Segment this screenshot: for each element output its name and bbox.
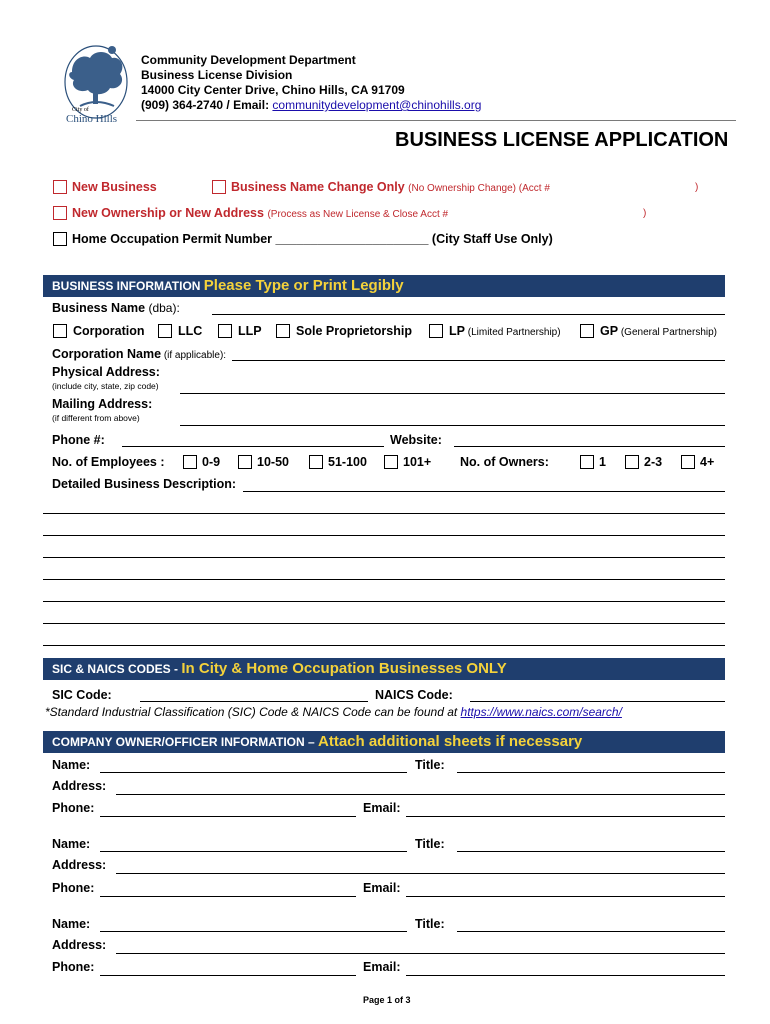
owner2-title-field[interactable] (457, 851, 725, 852)
employees-label: No. of Employees : (52, 455, 165, 469)
employees-0-9-checkbox[interactable] (183, 455, 197, 469)
owners-1-checkbox[interactable] (580, 455, 594, 469)
owners-1-label: 1 (599, 455, 606, 469)
codes-heading (52, 660, 507, 677)
website-label: Website: (390, 433, 442, 447)
owners-label: No. of Owners: (460, 455, 549, 469)
page-number: Page 1 of 3 (363, 995, 411, 1005)
new-business-label: New Business (72, 180, 157, 194)
logo-small-text: City of (72, 107, 89, 113)
business-name-label (52, 301, 180, 315)
owner3-name-field[interactable] (100, 931, 407, 932)
business-info-bar (43, 275, 725, 297)
gp-checkbox[interactable] (580, 324, 594, 338)
employees-101-plus-checkbox[interactable] (384, 455, 398, 469)
employees-10-50-label: 10-50 (257, 455, 289, 469)
new-ownership-note: (Process as New License & Close Acct # (267, 209, 449, 220)
gp-label (600, 324, 717, 338)
employees-101-plus-label: 101+ (403, 455, 432, 469)
owner2-phone-label: Phone: (52, 881, 95, 895)
city-logo (62, 40, 130, 130)
owner-info-bar (43, 731, 725, 753)
owner3-email-label: Email: (363, 960, 401, 974)
description-line-2[interactable] (43, 535, 725, 536)
llp-checkbox[interactable] (218, 324, 232, 338)
codes-label: SIC & NAICS CODES - (52, 662, 182, 676)
name-change-checkbox[interactable] (212, 180, 226, 194)
physical-address-label: Physical Address: (52, 365, 160, 379)
business-info-label: BUSINESS INFORMATION (52, 279, 204, 293)
owner2-email-field[interactable] (406, 896, 725, 897)
close-paren-1: ) (695, 182, 699, 193)
business-name-dba: (dba): (145, 301, 180, 315)
description-line-1[interactable] (43, 513, 725, 514)
sic-field[interactable] (140, 701, 368, 702)
physical-address-note: (include city, state, zip code) (52, 381, 159, 391)
description-line-3[interactable] (43, 557, 725, 558)
contact-line (141, 98, 481, 112)
corp-name-label (52, 347, 226, 361)
lp-text: LP (449, 324, 465, 338)
mailing-address-label: Mailing Address: (52, 397, 153, 411)
corp-name-note: (if applicable): (161, 350, 227, 361)
owner1-address-field[interactable] (116, 794, 725, 795)
owner3-address-field[interactable] (116, 953, 725, 954)
owner1-email-label: Email: (363, 801, 401, 815)
gp-note: (General Partnership) (618, 327, 717, 338)
description-line-6[interactable] (43, 623, 725, 624)
business-info-highlight: Please Type or Print Legibly (203, 277, 404, 294)
employees-51-100-checkbox[interactable] (309, 455, 323, 469)
llc-label: LLC (178, 324, 203, 338)
description-line-7[interactable] (43, 645, 725, 646)
owner2-name-label: Name: (52, 837, 91, 851)
name-change-note: (No Ownership Change) (Acct # (408, 183, 550, 194)
owner-info-heading (52, 733, 582, 750)
corp-name-field[interactable] (232, 360, 725, 361)
owner1-title-label: Title: (415, 758, 445, 772)
description-line-0[interactable] (243, 491, 725, 492)
owner2-name-field[interactable] (100, 851, 407, 852)
codes-note (45, 705, 622, 719)
owner3-phone-label: Phone: (52, 960, 95, 974)
owner3-phone-field[interactable] (100, 975, 356, 976)
business-info-heading (52, 277, 404, 294)
codes-bar (43, 658, 725, 680)
phone-field[interactable] (122, 446, 384, 447)
sole-proprietorship-label: Sole Proprietorship (296, 324, 412, 338)
employees-0-9-label: 0-9 (202, 455, 221, 469)
owner2-title-label: Title: (415, 837, 445, 851)
address: 14000 City Center Drive, Chino Hills, CA 91709 (141, 83, 405, 97)
sic-label: SIC Code: (52, 688, 112, 702)
owner1-name-label: Name: (52, 758, 91, 772)
gp-text: GP (600, 324, 619, 338)
name-change-text: Business Name Change Only (231, 180, 405, 194)
description-line-5[interactable] (43, 601, 725, 602)
corporation-label: Corporation (73, 324, 145, 338)
owner2-email-label: Email: (363, 881, 401, 895)
email-link[interactable]: communitydevelopment@chinohills.org (272, 98, 482, 112)
codes-note-text: *Standard Industrial Classification (SIC) Code & NAICS Code can be found at (45, 705, 461, 719)
owner1-phone-field[interactable] (100, 816, 356, 817)
owners-2-3-label: 2-3 (644, 455, 663, 469)
owner3-title-label: Title: (415, 917, 445, 931)
owner3-email-field[interactable] (406, 975, 725, 976)
owner3-name-label: Name: (52, 917, 91, 931)
employees-10-50-checkbox[interactable] (238, 455, 252, 469)
llp-label: LLP (238, 324, 262, 338)
owners-4-plus-label: 4+ (700, 455, 715, 469)
mailing-address-field[interactable] (180, 425, 725, 426)
sole-proprietorship-checkbox[interactable] (276, 324, 290, 338)
new-business-checkbox[interactable] (53, 180, 67, 194)
business-name-text: Business Name (52, 301, 146, 315)
logo-name: Chino Hills (66, 113, 118, 125)
owner2-address-field[interactable] (116, 873, 725, 874)
new-ownership-checkbox[interactable] (53, 206, 67, 220)
owner3-address-label: Address: (52, 938, 107, 952)
description-label: Detailed Business Description: (52, 477, 237, 491)
owners-2-3-checkbox[interactable] (625, 455, 639, 469)
owner-info-highlight: Attach additional sheets if necessary (318, 733, 583, 750)
owner1-name-field[interactable] (100, 772, 407, 773)
owners-4-plus-checkbox[interactable] (681, 455, 695, 469)
naics-field[interactable] (470, 701, 725, 702)
owner1-email-field[interactable] (406, 816, 725, 817)
new-ownership-label (72, 206, 448, 220)
codes-highlight: In City & Home Occupation Businesses ONLY (181, 660, 507, 677)
header-rule (136, 120, 736, 121)
home-occupation-checkbox[interactable] (53, 232, 67, 246)
page-title: BUSINESS LICENSE APPLICATION (395, 129, 729, 151)
home-occupation-label: Home Occupation Permit Number ______________________ (City Staff Use Only) (72, 232, 553, 246)
owner3-title-field[interactable] (457, 931, 725, 932)
naics-label: NAICS Code: (375, 688, 453, 702)
lp-checkbox[interactable] (429, 324, 443, 338)
new-ownership-text: New Ownership or New Address (72, 206, 264, 220)
owner1-phone-label: Phone: (52, 801, 95, 815)
llc-checkbox[interactable] (158, 324, 172, 338)
mailing-address-note: (if different from above) (52, 413, 140, 423)
lp-label (449, 324, 561, 338)
phone-prefix: (909) 364-2740 / Email: (141, 98, 273, 112)
corp-name-text: Corporation Name (52, 347, 162, 361)
website-field[interactable] (454, 446, 725, 447)
physical-address-field[interactable] (180, 393, 725, 394)
corporation-checkbox[interactable] (53, 324, 67, 338)
owner-info-label: COMPANY OWNER/OFFICER INFORMATION – (52, 735, 318, 749)
owner2-phone-field[interactable] (100, 896, 356, 897)
owner2-address-label: Address: (52, 858, 107, 872)
business-name-field[interactable] (212, 314, 725, 315)
employees-51-100-label: 51-100 (328, 455, 367, 469)
owner1-address-label: Address: (52, 779, 107, 793)
description-line-4[interactable] (43, 579, 725, 580)
name-change-label (231, 180, 550, 194)
naics-link[interactable]: https://www.naics.com/search/ (460, 705, 622, 719)
dept-name: Community Development Department (141, 53, 356, 67)
lp-note: (Limited Partnership) (464, 327, 561, 338)
phone-label: Phone #: (52, 433, 105, 447)
close-paren-2: ) (643, 208, 647, 219)
division-name: Business License Division (141, 68, 293, 82)
owner1-title-field[interactable] (457, 772, 725, 773)
